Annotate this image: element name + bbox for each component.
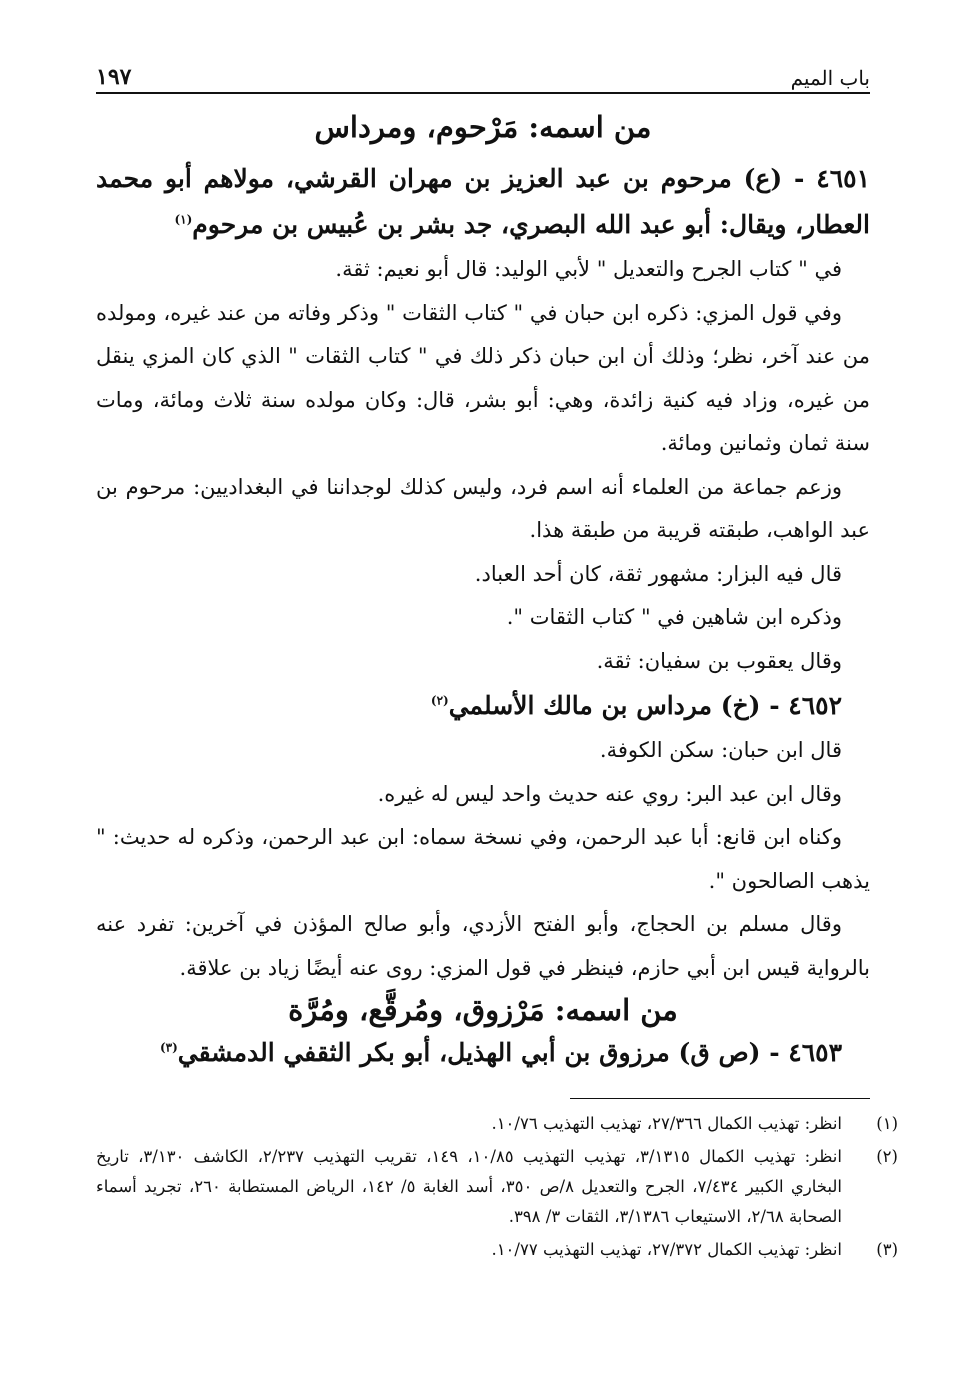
book-page bbox=[96, 52, 898, 1268]
footnote-1 bbox=[96, 1109, 898, 1139]
paragraph: في " كتاب الجرح والتعديل " لأبي الوليد: قال أبو نعيم: ثقة. bbox=[335, 257, 842, 281]
entry-4653-heading bbox=[96, 1030, 870, 1076]
paragraph: وزعم جماعة من العلماء أنه اسم فرد، وليس كذلك لوجداننا في البغداديين: مرحوم بن عبد الواهب، طبقته قريبة من طبقة هذا. bbox=[96, 474, 870, 542]
footnote-text: انظر: تهذيب الكمال ٢٧/٣٧٢، تهذيب التهذيب ١٠/٧٧. bbox=[491, 1240, 842, 1259]
paragraph: وفي قول المزي: ذكره ابن حبان في " كتاب الثقات " وذكر وفاته من عند غيره، ومولده من عند آخر، نظر؛ وذلك أن ابن حبان ذكر ذلك في " كتاب الثقات " الذي كان المزي ينقل من غيره، وزاد فيه كنية زائدة، وهي: أبو بشر، قال: وكان مولده سنة ثلاث ومائة، ومات سنة ثمان وثمانين ومائة. bbox=[96, 300, 870, 455]
entry-4652-heading bbox=[96, 683, 870, 729]
footnote-divider bbox=[570, 1098, 870, 1099]
paragraph: وقال يعقوب بن سفيان: ثقة. bbox=[596, 648, 842, 673]
paragraph: وذكره ابن شاهين في " كتاب الثقات ". bbox=[506, 605, 842, 629]
footnote-number: (١) bbox=[876, 1114, 898, 1133]
entry-4652-text: ٤٦٥٢ - (خ) مرداس بن مالك الأسلمي bbox=[448, 691, 842, 720]
entry-4651-heading bbox=[96, 156, 870, 248]
footnote-2 bbox=[96, 1142, 898, 1232]
paragraph: وكناه ابن قانع: أبا عبد الرحمن، وفي نسخة سماه: ابن عبد الرحمن، وذكره له حديث: " يذهب الصالحون ". bbox=[96, 825, 870, 893]
paragraph: وقال مسلم بن الحجاج، وأبو الفتح الأزدي، وأبو صالح المؤذن في آخرين: تفرد عنه بالرواية قيس ابن أبي حازم، فينظر في قول المزي: روى عنه أيضًا زياد بن علاقة. bbox=[96, 912, 870, 980]
footnote-number: (٢) bbox=[876, 1147, 898, 1166]
page-number: ١٩٧ bbox=[96, 64, 132, 90]
paragraph: قال ابن حبان: سكن الكوفة. bbox=[599, 738, 842, 762]
section-title-2: من اسمه: مَرْزوق، ومُرقَّع، ومُرَّة bbox=[288, 993, 678, 1027]
chapter-title: باب الميم bbox=[790, 66, 870, 90]
footnote-number: (٣) bbox=[876, 1240, 898, 1259]
paragraph: وقال ابن عبد البر: روي عنه حديث واحد ليس له غيره. bbox=[377, 781, 842, 806]
footnote-3 bbox=[96, 1235, 898, 1265]
entry-4653-text: ٤٦٥٣ - (ص ق) مرزوق بن أبي الهذيل، أبو بكر الثقفي الدمشقي bbox=[177, 1038, 842, 1067]
footnote-ref-1: (١) bbox=[174, 212, 193, 227]
paragraph: قال فيه البزار: مشهور ثقة، كان أحد العباد. bbox=[474, 561, 842, 586]
footnote-ref-2: (٢) bbox=[430, 693, 449, 708]
footnote-text: انظر: تهذيب الكمال ٣/١٣١٥، تهذيب التهذيب ١٠/٨٥، ١٤٩، تقريب التهذيب ٢/٢٣٧، الكاشف ٣/١٣٠، تاريخ البخاري الكبير ٧/٤٣٤، الجرح والتعديل ٨/ص ٣٥٠، أسد الغابة ٥/ ١٤٢، الرياض المستطابة ٢٦٠، تجريد أسماء الصحابة ٢/٦٨، الاستيعاب ٣/١٣٨٦، الثقات ٣/ ٣٩٨. bbox=[96, 1147, 842, 1226]
page-header bbox=[96, 52, 870, 94]
footnote-text: انظر: تهذيب الكمال ٢٧/٣٦٦، تهذيب التهذيب ١٠/٧٦. bbox=[491, 1114, 842, 1133]
section-title-1: من اسمه: مَرْحوم، ومرداس bbox=[314, 110, 652, 144]
entry-4651-text: ٤٦٥١ - (ع) مرحوم بن عبد العزيز بن مهران القرشي، مولاهم أبو محمد العطار، ويقال: أبو عبد الله البصري، جد بشر بن عُبيس بن مرحوم bbox=[96, 164, 870, 239]
footnote-ref-3: (٣) bbox=[159, 1040, 178, 1055]
